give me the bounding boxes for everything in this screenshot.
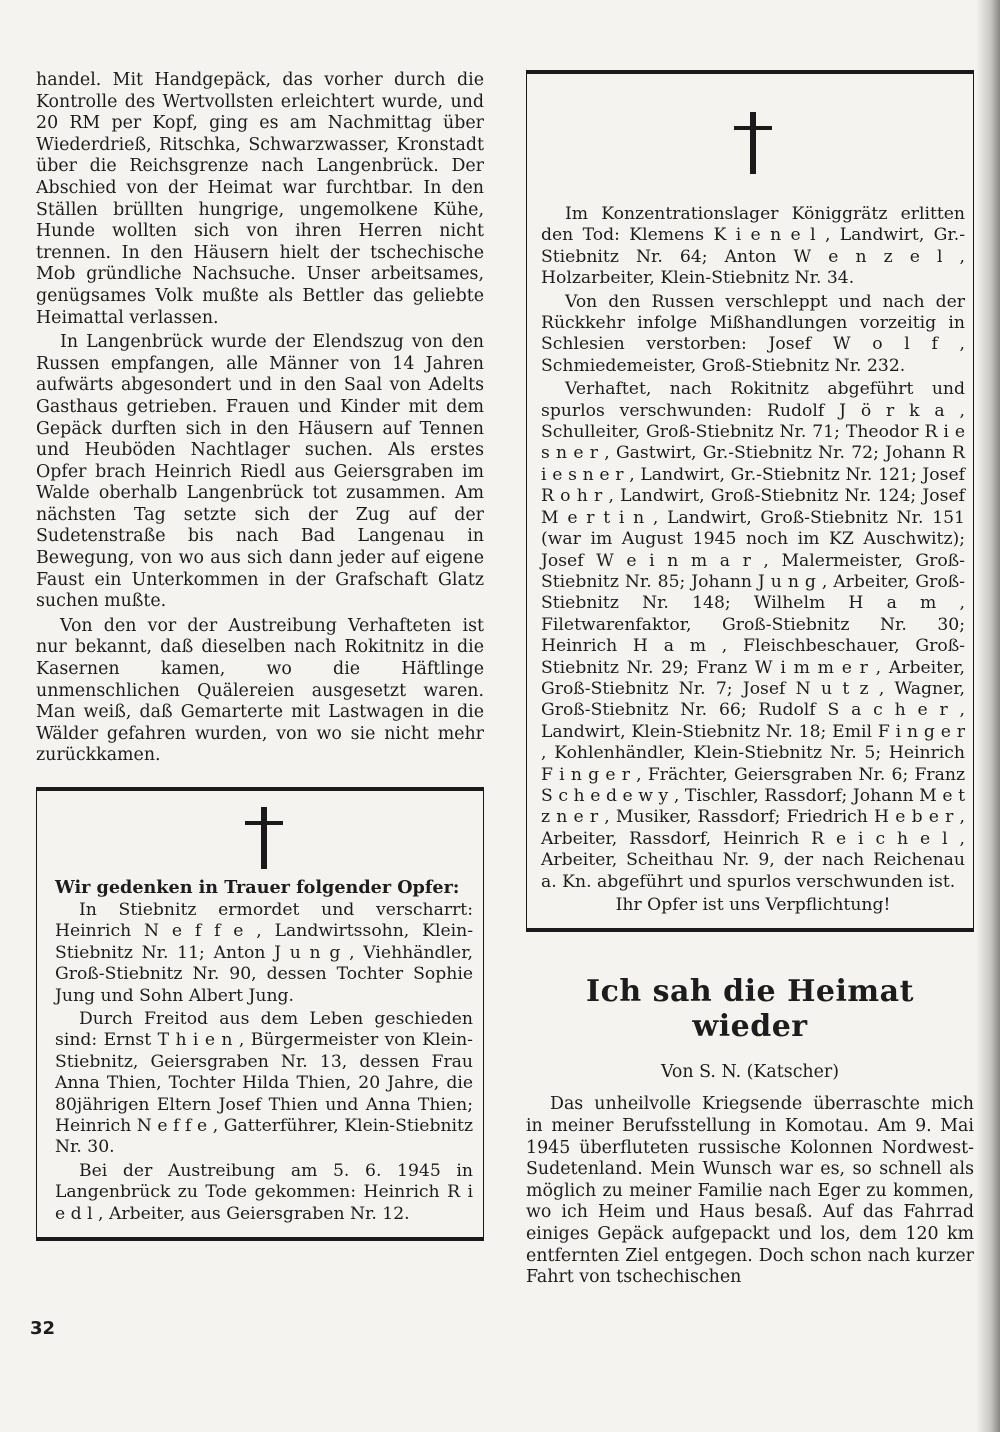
memorial-paragraph: In Stiebnitz ermordet und verscharrt: Heinrich N e f f e , Landwirtssohn, Klein-Stiebnitz Nr. 11; Anton J u n g , Viehhändler, Groß-Stiebnitz Nr. 90, dessen Tochter Sophie Jung und Sohn Albert Jung. — [55, 900, 473, 1006]
paragraph: In Langenbrück wurde der Elendszug von den Russen empfangen, alle Männer von 14 Jahren aufwärts abgesondert und in den Saal von Adelts Gasthaus getrieben. Frauen und Kinder mit dem Gepäck durften sich in den Häusern auf Tennen und Heuböden Nachtlager suchen. Als erstes Opfer brach Heinrich Riedl aus Geiersgraben im Walde oberhalb Langenbrück tot zusammen. Am nächsten Tag setzte sich der Zug auf der Sudetenstraße bis nach Bad Langenau in Bewegung, von wo aus sich dann jeder auf eigene Faust ein Unterkommen in der Grafschaft Glatz suchen mußte. — [36, 332, 484, 612]
right-column — [526, 70, 974, 1292]
paragraph: handel. Mit Handgepäck, das vorher durch die Kontrolle des Wertvollsten erleichtert wurde, und 20 RM per Kopf, ging es am Nachmittag über Wiederdrieß, Ritschka, Schwarzwasser, Kronstadt über die Reichsgrenze nach Langenbrück. Der Abschied von der Heimat war furchtbar. In den Ställen brüllten hungrige, ungemolkene Kühe, Hunde wollten sich von ihren Herren nicht trennen. In den Häusern hielt der tschechische Mob gründliche Nachsuche. Unser arbeitsames, genügsames Volk mußte als Bettler das geliebte Heimattal verlassen. — [36, 70, 484, 328]
article-body-text — [526, 1094, 974, 1288]
memorial-box-right — [526, 70, 974, 932]
latin-cross-icon — [241, 805, 287, 871]
left-body-text — [36, 70, 484, 767]
memorial-heading: Wir gedenken in Trauer folgender Opfer: — [55, 877, 460, 898]
paragraph: Von den vor der Austreibung Verhafteten ist nur bekannt, daß dieselben nach Rokitnitz in die Kasernen kamen, wo die Häftlinge unmenschlichen Quälereien ausgesetzt waren. Man weiß, daß Gemarterte mit Lastwagen in die Wälder gefahren wurden, von wo sie nicht mehr zurückkamen. — [36, 615, 484, 766]
article-byline: Von S. N. (Katscher) — [660, 1062, 840, 1083]
memorial-paragraph: Von den Russen verschleppt und nach der Rückkehr infolge Mißhandlungen vorzeitig in Schlesien verstorben: Josef W o l f , Schmiedemeister, Groß-Stiebnitz Nr. 232. — [541, 291, 965, 376]
memorial-box-left — [36, 787, 484, 1241]
memorial-paragraph: Bei der Austreibung am 5. 6. 1945 in Langenbrück zu Tode gekommen: Heinrich R i e d l , Arbeiter, aus Geiersgraben Nr. 12. — [55, 1160, 473, 1224]
page-number: 32 — [30, 1318, 56, 1339]
memorial-closing: Ihr Opfer ist uns Verpflichtung! — [615, 895, 891, 915]
memorial-paragraph: Verhaftet, nach Rokitnitz abgeführt und spurlos verschwunden: Rudolf J ö r k a , Schulleiter, Groß-Stiebnitz Nr. 71; Theodor R i e s n e r , Gastwirt, Gr.-Stiebnitz Nr. 72; Johann R i e s n e r , Landwirt, Gr.-Stiebnitz Nr. 121; Josef R o h r , Landwirt, Groß-Stiebnitz Nr. 124; Josef M e r t i n , Landwirt, Groß-Stiebnitz Nr. 151 (war im August 1945 noch im KZ Auschwitz); Josef W e i n m a r , Malermeister, Groß-Stiebnitz Nr. 85; Johann J u n g , Arbeiter, Groß-Stiebnitz Nr. 148; Wilhelm H a m , Filetwarenfaktor, Groß-Stiebnitz Nr. 30; Heinrich H a m , Fleischbeschauer, Groß-Stiebnitz Nr. 29; Franz W i m m e r , Arbeiter, Groß-Stiebnitz Nr. 7; Josef N u t z , Wagner, Groß-Stiebnitz Nr. 66; Rudolf S a c h e r , Landwirt, Klein-Stiebnitz Nr. 18; Emil F i n g e r , Kohlenhändler, Klein-Stiebnitz Nr. 5; Heinrich F i n g e r , Frächter, Geiersgraben Nr. 6; Franz S c h e d e w y , Tischler, Rassdorf; Johann M e t z n e r , Musiker, Rassdorf; Friedrich H e b e r , Arbeiter, Rassdorf, Heinrich R e i c h e l , Arbeiter, Scheithau Nr. 9, der nach Reichenau a. Kn. abgeführt und spurlos verschwunden ist. — [541, 379, 965, 892]
page-edge-shadow — [976, 0, 1000, 1432]
article-title: Ich sah die Heimat wieder — [586, 974, 914, 1045]
memorial-paragraph: Im Konzentrationslager Königgrätz erlitten den Tod: Klemens K i e n e l , Landwirt, Gr.-Stiebnitz Nr. 64; Anton W e n z e l , Holzarbeiter, Klein-Stiebnitz Nr. 34. — [541, 204, 965, 289]
memorial-paragraph: Durch Freitod aus dem Leben geschieden sind: Ernst T h i e n , Bürgermeister von Klein-Stiebnitz, Geiersgraben Nr. 13, dessen Frau Anna Thien, Tochter Hilda Thien, 20 Jahre, die 80jährigen Eltern Josef Thien und Anna Thien; Heinrich N e f f e , Gatterführer, Klein-Stiebnitz Nr. 30. — [55, 1009, 473, 1158]
latin-cross-icon — [730, 110, 776, 176]
left-column — [36, 70, 484, 1241]
paragraph: Das unheilvolle Kriegsende überraschte mich in meiner Berufsstellung in Komotau. Am 9. Mai 1945 überfluteten russische Kolonnen Nordwest-Sudetenland. Mein Wunsch war es, so schnell als möglich zu meiner Familie nach Eger zu kommen, wo ich Heim und Haus besaß. Auf das Fahrrad einiges Gepäck aufgepackt und los, dem 120 km entfernten Ziel entgegen. Doch schon nach kurzer Fahrt von tschechischen — [526, 1094, 974, 1288]
